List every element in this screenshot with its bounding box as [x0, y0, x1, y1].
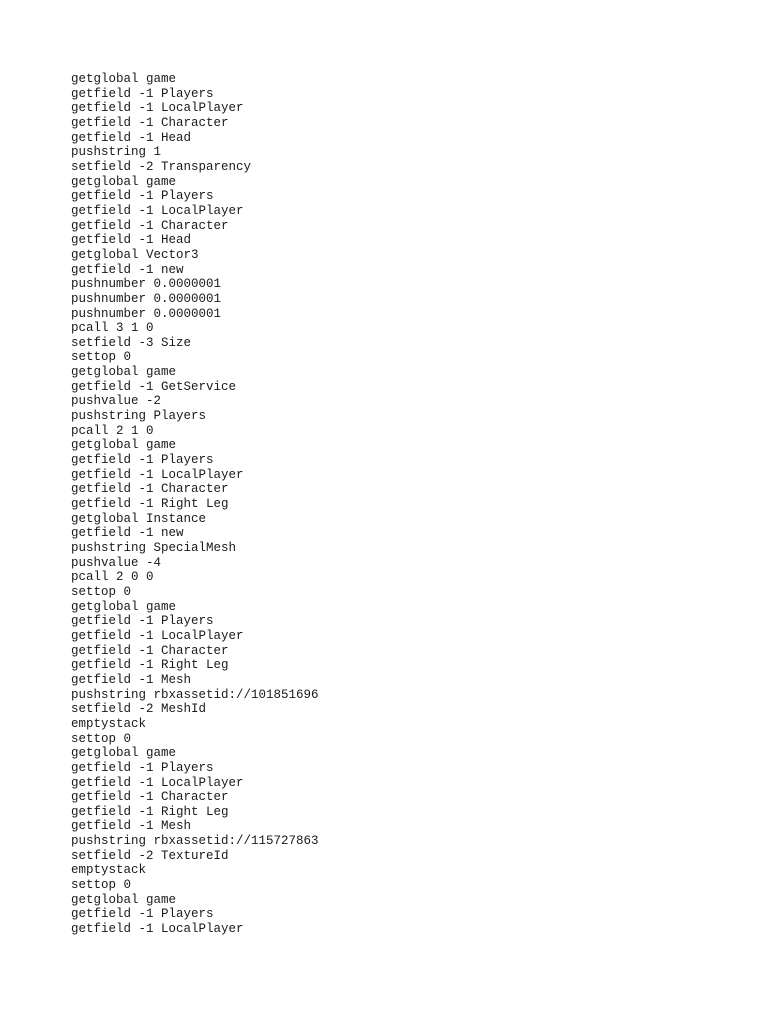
code-line: getfield -1 Right Leg: [71, 804, 229, 819]
code-line: pushnumber 0.0000001: [71, 291, 222, 306]
code-line: getfield -1 Players: [71, 453, 214, 468]
code-line: pcall 3 1 0: [71, 321, 154, 336]
code-line: getfield -1 LocalPlayer: [71, 628, 244, 643]
code-line: getfield -1 Players: [71, 760, 214, 775]
code-line: getglobal game: [71, 365, 177, 380]
code-line: getfield -1 Head: [71, 130, 192, 145]
code-line: getfield -1 LocalPlayer: [71, 467, 244, 482]
code-line: getglobal game: [71, 599, 177, 614]
code-line: pushstring SpecialMesh: [71, 541, 237, 555]
code-line: pushnumber 0.0000001: [71, 306, 222, 321]
code-line: getfield -1 LocalPlayer: [71, 922, 244, 937]
code-line: settop 0: [71, 350, 132, 365]
code-line: emptystack: [71, 716, 147, 731]
code-line: getfield -1 LocalPlayer: [71, 101, 244, 116]
code-line: getglobal game: [71, 892, 177, 907]
code-line: pushvalue -4: [71, 555, 162, 570]
code-line: getfield -1 Character: [71, 790, 229, 805]
code-line: getfield -1 new: [71, 526, 184, 541]
code-line: getfield -1 LocalPlayer: [71, 775, 244, 790]
code-line: pushstring Players: [71, 409, 207, 424]
code-line: getfield -1 Players: [71, 614, 214, 629]
code-line: pcall 2 0 0: [71, 570, 154, 585]
code-line: getfield -1 Character: [71, 643, 229, 658]
code-line: pushstring 1: [71, 145, 162, 160]
code-line: getfield -1 Character: [71, 115, 229, 130]
code-line: getfield -1 Right Leg: [71, 658, 229, 673]
code-line: getfield -1 Character: [71, 482, 229, 497]
code-line: getfield -1 Players: [71, 86, 214, 101]
code-line: settop 0: [71, 878, 132, 893]
code-line: getfield -1 Mesh: [71, 672, 192, 687]
code-line: getglobal Vector3: [71, 247, 199, 262]
code-line: setfield -3 Size: [71, 335, 192, 350]
code-line: getfield -1 Right Leg: [71, 497, 229, 512]
code-line: settop 0: [71, 584, 132, 599]
code-line: getglobal game: [71, 72, 177, 86]
code-line: setfield -2 Transparency: [71, 159, 252, 174]
code-line: getfield -1 GetService: [71, 379, 237, 394]
code-line: emptystack: [71, 863, 147, 878]
code-line: getglobal game: [71, 438, 177, 453]
code-line: pushvalue -2: [71, 394, 162, 409]
code-line: getfield -1 Character: [71, 218, 229, 233]
code-line: getglobal game: [71, 174, 177, 189]
code-line: getfield -1 Head: [71, 233, 192, 248]
code-line: settop 0: [71, 731, 132, 746]
code-line: getfield -1 Players: [71, 189, 214, 204]
code-line: getfield -1 LocalPlayer: [71, 203, 244, 218]
code-line: getglobal Instance: [71, 511, 207, 526]
code-line: setfield -2 TextureId: [71, 848, 229, 863]
code-line: pushnumber 0.0000001: [71, 277, 222, 292]
code-line: getfield -1 Mesh: [71, 819, 192, 834]
code-listing: [71, 72, 319, 937]
code-line: pcall 2 1 0: [71, 423, 154, 438]
code-line: pushstring rbxassetid://115727863: [71, 834, 319, 849]
code-line: setfield -2 MeshId: [71, 702, 207, 717]
code-line: getfield -1 Players: [71, 907, 214, 922]
code-line: getglobal game: [71, 746, 177, 761]
code-line: getfield -1 new: [71, 262, 184, 277]
code-line: pushstring rbxassetid://101851696: [71, 687, 319, 702]
